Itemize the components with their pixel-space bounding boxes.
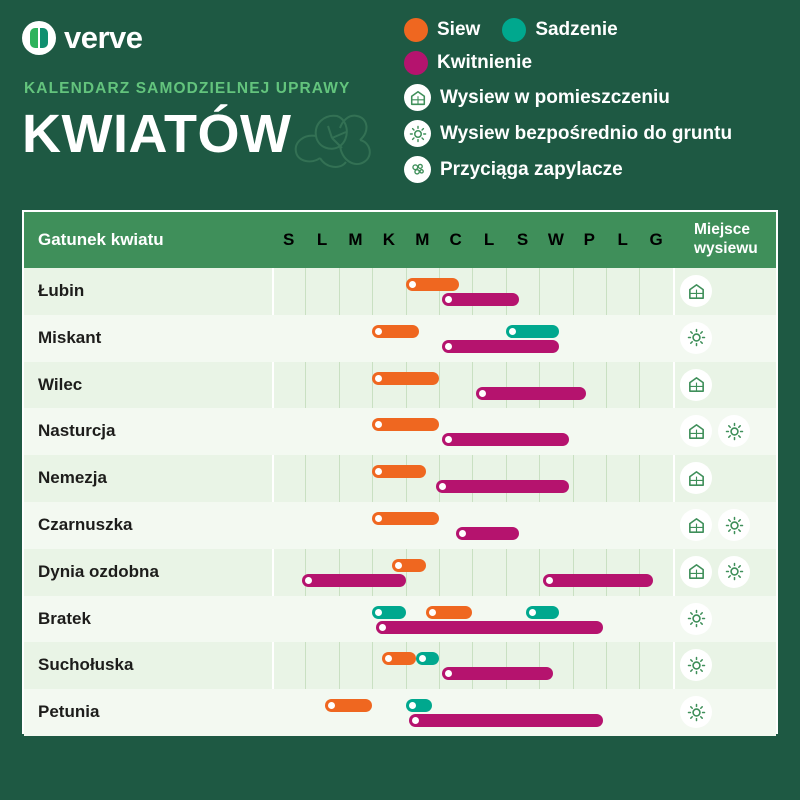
bar-kwit — [442, 433, 569, 446]
bar-kwit — [302, 574, 406, 587]
bar-kwit — [476, 387, 586, 400]
calendar-table — [22, 210, 778, 734]
sun-icon — [680, 322, 712, 354]
bar-siew — [392, 559, 425, 572]
bar-start-dot-icon — [509, 328, 516, 335]
column-header-place-line1: Miejsce — [694, 221, 751, 238]
column-header-month-10: L — [617, 230, 628, 249]
orange-pill-icon — [404, 18, 428, 42]
legend-label-siew: Siew — [437, 19, 481, 40]
table-row[interactable] — [24, 455, 776, 502]
table-row[interactable] — [24, 315, 776, 362]
bar-sadz — [526, 606, 559, 619]
bar-sadz — [506, 325, 559, 338]
row-label-species: Bratek — [38, 608, 91, 628]
legend — [404, 18, 794, 192]
legend-label-greenhouse: Wysiew w pomieszczeniu — [440, 86, 670, 108]
bar-siew — [382, 652, 415, 665]
sun-icon — [718, 415, 750, 447]
table-row[interactable] — [24, 268, 776, 315]
bar-sadz — [416, 652, 439, 665]
bar-siew — [372, 372, 439, 385]
bar-start-dot-icon — [445, 670, 452, 677]
bar-start-dot-icon — [375, 515, 382, 522]
bar-siew — [406, 278, 459, 291]
legend-label-pollinator: Przyciąga zapylacze — [440, 158, 623, 180]
bar-siew — [372, 465, 425, 478]
bar-kwit — [456, 527, 519, 540]
row-label-species: Wilec — [38, 374, 83, 394]
column-header-month-5: C — [449, 230, 462, 249]
sun-icon — [718, 509, 750, 541]
sun-icon — [680, 649, 712, 681]
greenhouse-icon — [680, 415, 712, 447]
bar-start-dot-icon — [445, 436, 452, 443]
column-header-month-8: W — [547, 230, 564, 249]
bar-start-dot-icon — [429, 609, 436, 616]
bar-kwit — [436, 480, 570, 493]
column-header-month-4: M — [415, 230, 430, 249]
place-icon-group — [680, 696, 712, 728]
bar-start-dot-icon — [375, 609, 382, 616]
row-label-species: Czarnuszka — [38, 515, 133, 534]
row-label-species: Nemezja — [38, 468, 107, 488]
place-icon-group — [680, 556, 750, 588]
column-header-month-6: L — [483, 230, 495, 249]
column-header-month-9: P — [583, 230, 595, 249]
legend-item-greenhouse — [404, 84, 670, 111]
bar-start-dot-icon — [375, 468, 382, 475]
place-icon-group — [680, 603, 712, 635]
header — [0, 0, 800, 200]
place-icon-group — [680, 275, 712, 307]
bar-kwit — [442, 340, 559, 353]
greenhouse-icon — [680, 509, 712, 541]
place-icon-group — [680, 649, 712, 681]
row-label-species: Nasturcja — [38, 421, 116, 441]
bar-siew — [372, 418, 439, 431]
column-header-month-7: S — [516, 230, 529, 249]
table-row[interactable] — [24, 549, 776, 596]
bar-start-dot-icon — [439, 483, 446, 490]
bar-start-dot-icon — [385, 655, 392, 662]
place-icon-group — [680, 322, 712, 354]
bar-start-dot-icon — [445, 296, 452, 303]
table-row[interactable] — [24, 689, 776, 736]
bar-siew — [325, 699, 372, 712]
place-icon-group — [680, 415, 750, 447]
bar-start-dot-icon — [409, 702, 416, 709]
place-icon-group — [680, 509, 750, 541]
bar-siew — [426, 606, 473, 619]
page-title: KWIATÓW — [22, 104, 292, 164]
column-header-month-3: K — [382, 230, 396, 249]
bar-siew — [372, 512, 439, 525]
hibiscus-flower-outline-icon — [282, 104, 392, 174]
table-row[interactable] — [24, 362, 776, 409]
bar-sadz — [372, 606, 405, 619]
bar-start-dot-icon — [412, 717, 419, 724]
bar-start-dot-icon — [395, 562, 402, 569]
row-label-species: Dynia ozdobna — [38, 561, 159, 581]
bar-siew — [372, 325, 419, 338]
greenhouse-icon — [680, 462, 712, 494]
row-label-species: Suchołuska — [38, 655, 134, 675]
sun-icon — [718, 556, 750, 588]
bar-start-dot-icon — [328, 702, 335, 709]
row-label-species: Miskant — [38, 327, 102, 347]
bar-start-dot-icon — [419, 655, 426, 662]
brand-logo — [22, 20, 143, 56]
legend-label-sadzenie: Sadzenie — [535, 19, 618, 40]
bar-kwit — [442, 293, 519, 306]
column-header-month-0: S — [283, 230, 295, 249]
header-subtitle: KALENDARZ SAMODZIELNEJ UPRAWY — [24, 80, 351, 97]
bar-start-dot-icon — [479, 390, 486, 397]
sun-icon — [404, 120, 431, 147]
legend-item-pollinator — [404, 156, 623, 183]
bar-kwit — [409, 714, 603, 727]
legend-item-sadzenie — [502, 18, 617, 42]
table-row[interactable] — [24, 502, 776, 549]
column-header-place — [676, 220, 776, 258]
column-header-month-1: L — [316, 230, 328, 249]
legend-item-sun — [404, 120, 732, 147]
bar-start-dot-icon — [375, 421, 382, 428]
bar-start-dot-icon — [375, 328, 382, 335]
column-header-month-2: M — [348, 230, 363, 249]
greenhouse-icon — [680, 556, 712, 588]
bar-start-dot-icon — [379, 624, 386, 631]
row-label-species: Petunia — [38, 702, 100, 722]
column-header-month-11: G — [649, 230, 663, 249]
greenhouse-icon — [680, 275, 712, 307]
row-label-species: Łubin — [38, 281, 85, 300]
column-header-species: Gatunek kwiatu — [38, 230, 164, 249]
bar-start-dot-icon — [459, 530, 466, 537]
bar-sadz — [406, 699, 433, 712]
verve-leaf-logo-icon — [22, 21, 56, 55]
legend-item-siew — [404, 18, 480, 42]
bar-kwit — [376, 621, 603, 634]
bar-start-dot-icon — [445, 343, 452, 350]
bar-start-dot-icon — [529, 609, 536, 616]
pollinator-icon — [404, 156, 431, 183]
table-row[interactable] — [24, 408, 776, 455]
bar-start-dot-icon — [546, 577, 553, 584]
bar-start-dot-icon — [409, 281, 416, 288]
legend-label-sun: Wysiew bezpośrednio do gruntu — [440, 122, 733, 144]
greenhouse-icon — [680, 369, 712, 401]
legend-label-kwitnienie: Kwitnienie — [437, 52, 533, 73]
sun-icon — [680, 603, 712, 635]
legend-item-kwitnienie — [404, 51, 532, 75]
bar-start-dot-icon — [305, 577, 312, 584]
column-header-place-line2: wysiewu — [694, 240, 758, 257]
greenhouse-icon — [404, 84, 431, 111]
brand-name: verve — [64, 20, 143, 55]
sun-icon — [680, 696, 712, 728]
teal-pill-icon — [502, 18, 526, 42]
bar-kwit — [442, 667, 552, 680]
place-icon-group — [680, 369, 712, 401]
bar-kwit — [543, 574, 653, 587]
bar-start-dot-icon — [375, 375, 382, 382]
table-row[interactable] — [24, 596, 776, 643]
place-icon-group — [680, 462, 712, 494]
table-row[interactable] — [24, 642, 776, 689]
magenta-pill-icon — [404, 51, 428, 75]
